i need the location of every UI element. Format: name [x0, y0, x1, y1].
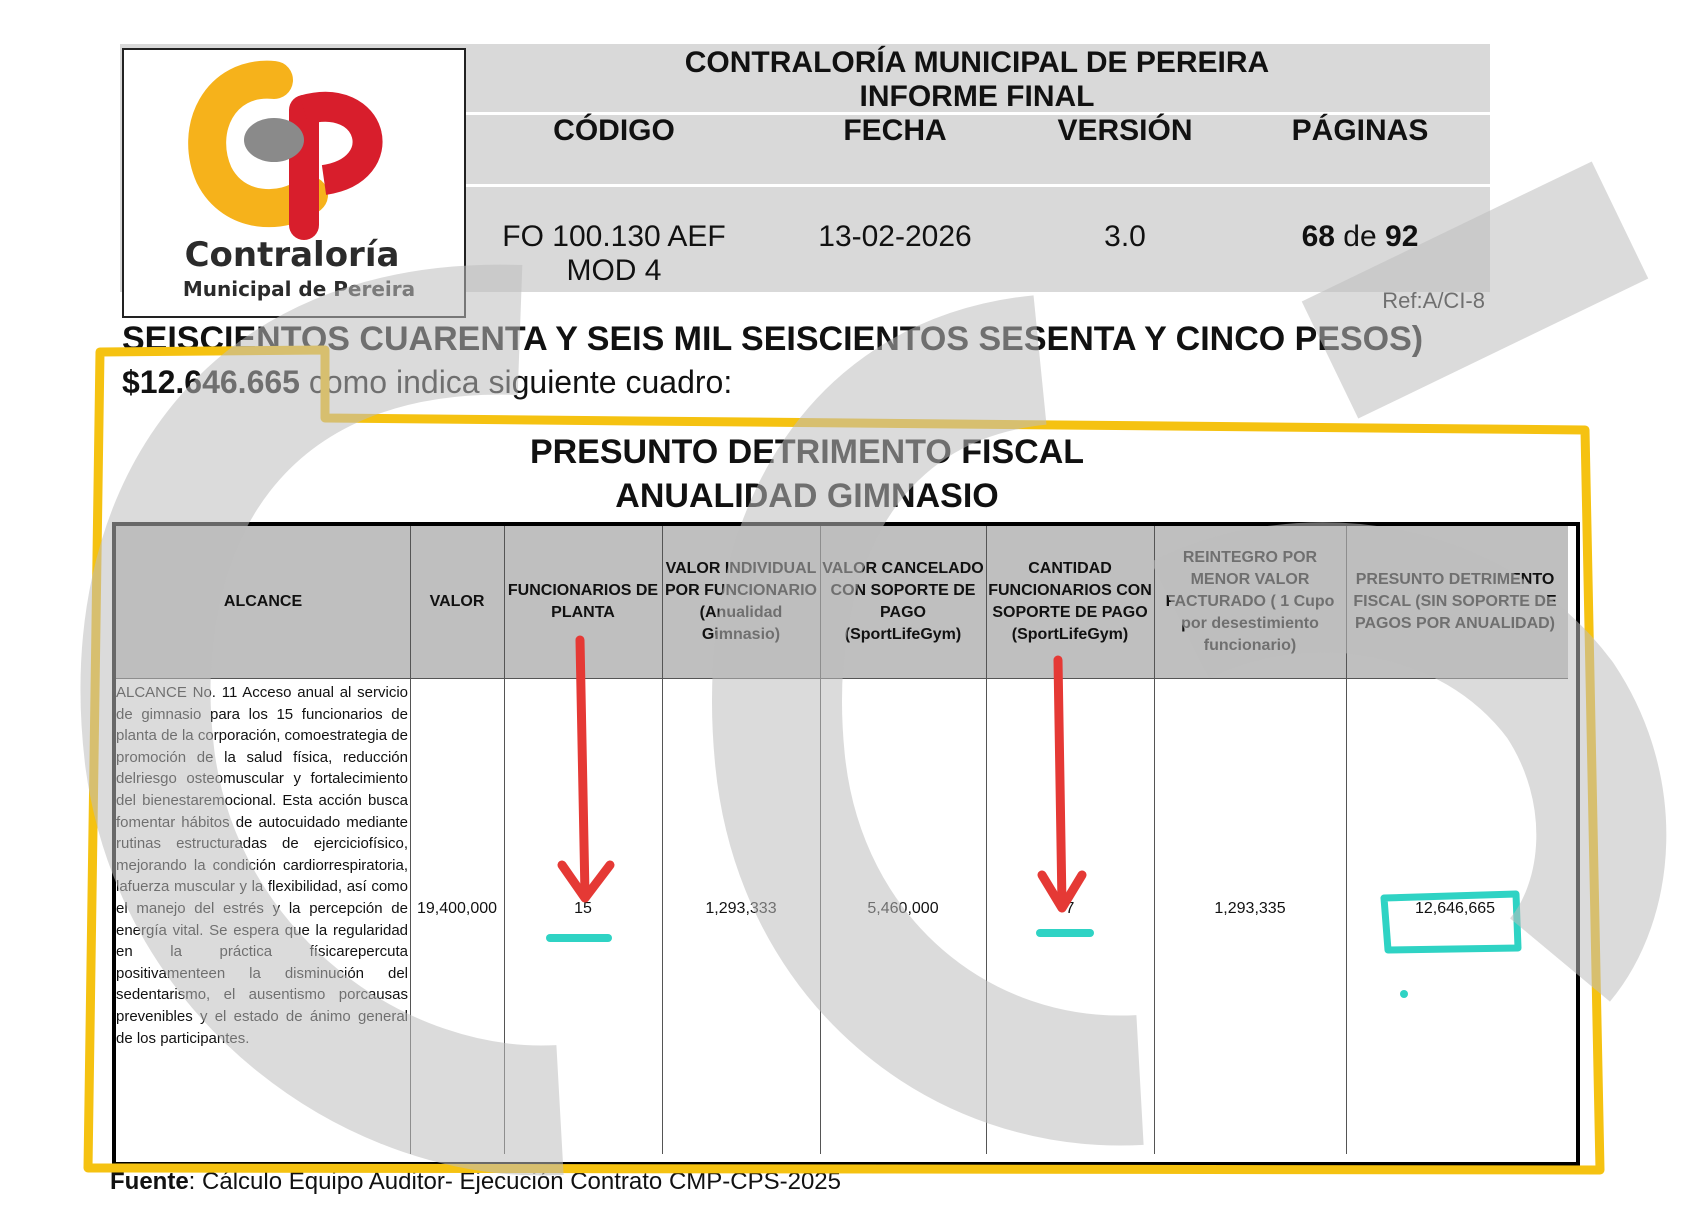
codigo-line1: FO 100.130 AEF [502, 220, 726, 253]
th-valor-individual: VALOR INDIVIDUAL POR FUNCIONARIO (Anualidad Gimnasio) [665, 560, 817, 643]
label-paginas: PÁGINAS [1291, 114, 1429, 147]
amount-value: $12.646.665 [122, 364, 300, 400]
org-name: CONTRALORÍA MUNICIPAL DE PEREIRA [684, 46, 1270, 79]
source-text: : Cálculo Equipo Auditor- Ejecución Contrato CMP-CPS-2025 [188, 1168, 841, 1195]
source-note [110, 1168, 841, 1196]
codigo-line2: MOD 4 [566, 254, 662, 287]
header-title [464, 44, 1490, 114]
cell-funcionarios: 15 [574, 900, 592, 917]
th-alcance: ALCANCE [223, 593, 303, 610]
amount-sentence [122, 364, 732, 401]
codigo-value [464, 220, 764, 288]
table-title-line1: PRESUNTO DETRIMENTO FISCAL [529, 433, 1085, 471]
label-fecha: FECHA [843, 114, 947, 147]
th-cantidad-soporte: CANTIDAD FUNCIONARIOS CON SOPORTE DE PAGO (SportLifeGym) [988, 560, 1152, 643]
th-detrimento: PRESUNTO DETRIMENTO FISCAL (SIN SOPORTE DE PAGOS POR ANUALIDAD) [1353, 571, 1557, 632]
page-total: 92 [1385, 220, 1419, 253]
fecha-value: 13-02-2026 [818, 220, 972, 253]
cell-cantidad-soporte: 7 [1065, 900, 1075, 917]
th-reintegro: REINTEGRO POR MENOR VALOR FACTURADO ( 1 Cupo por desestimiento funcionario) [1165, 549, 1335, 654]
page-sep: de [1334, 220, 1386, 253]
cell-detrimento: 12,646,665 [1414, 900, 1496, 917]
version-value: 3.0 [1104, 220, 1146, 253]
amount-sentence-rest: como indica siguiente cuadro: [299, 364, 733, 400]
logo [122, 48, 466, 318]
label-codigo: CÓDIGO [553, 114, 675, 147]
cell-reintegro: 1,293,335 [1214, 900, 1286, 917]
logo-line1: Contraloría [184, 235, 400, 275]
header-divider [464, 184, 1490, 187]
cell-alcance: ALCANCE No. 11 Acceso anual al servicio de gimnasio para los 15 funcionarios de planta de la corporación, comoestrategia de promoción de la salud física, reducción delriesgo osteomuscular y fortalecimiento del bienestaremocional. Esta acción busca fomentar hábitos de autocuidado mediante rutinas estructuradas de ejerciciofísico, mejorando la condición cardiorrespiratoria, lafuerza muscular y la flexibilidad, así como el manejo del estrés y la percepción de energía vital. Se espera que la regularidad en la práctica físicarepercuta positivamenteen la disminución del sedentarismo, el ausentismo porcausas prevenibles y el estado de ánimo general de los participantes. [116, 684, 408, 1047]
cell-valor-cancelado: 5,460,000 [867, 900, 939, 917]
ref-code: Ref:A/CI-8 [1382, 288, 1485, 313]
cell-valor-individual: 1,293,333 [705, 900, 777, 917]
logo-cp-mark [124, 50, 464, 316]
th-valor-cancelado: VALOR CANCELADO CON SOPORTE DE PAGO (SportLifeGym) [822, 560, 984, 643]
page-current: 68 [1301, 220, 1335, 253]
label-version: VERSIÓN [1057, 114, 1193, 147]
logo-line2: Municipal de Pereira [182, 277, 416, 301]
paginas-value [1240, 220, 1480, 254]
amount-words: SEISCIENTOS CUARENTA Y SEIS MIL SEISCIENTOS SESENTA Y CINCO PESOS) [122, 320, 1424, 358]
th-valor: VALOR [429, 593, 485, 610]
header-separator [116, 678, 1568, 679]
th-funcionarios: FUNCIONARIOS DE PLANTA [507, 582, 659, 621]
table-title-line2: ANUALIDAD GIMNASIO [615, 477, 999, 515]
cell-valor: 19,400,000 [416, 900, 498, 917]
doc-type: INFORME FINAL [859, 80, 1095, 113]
table-title [112, 430, 1502, 518]
source-label: Fuente [110, 1168, 189, 1195]
